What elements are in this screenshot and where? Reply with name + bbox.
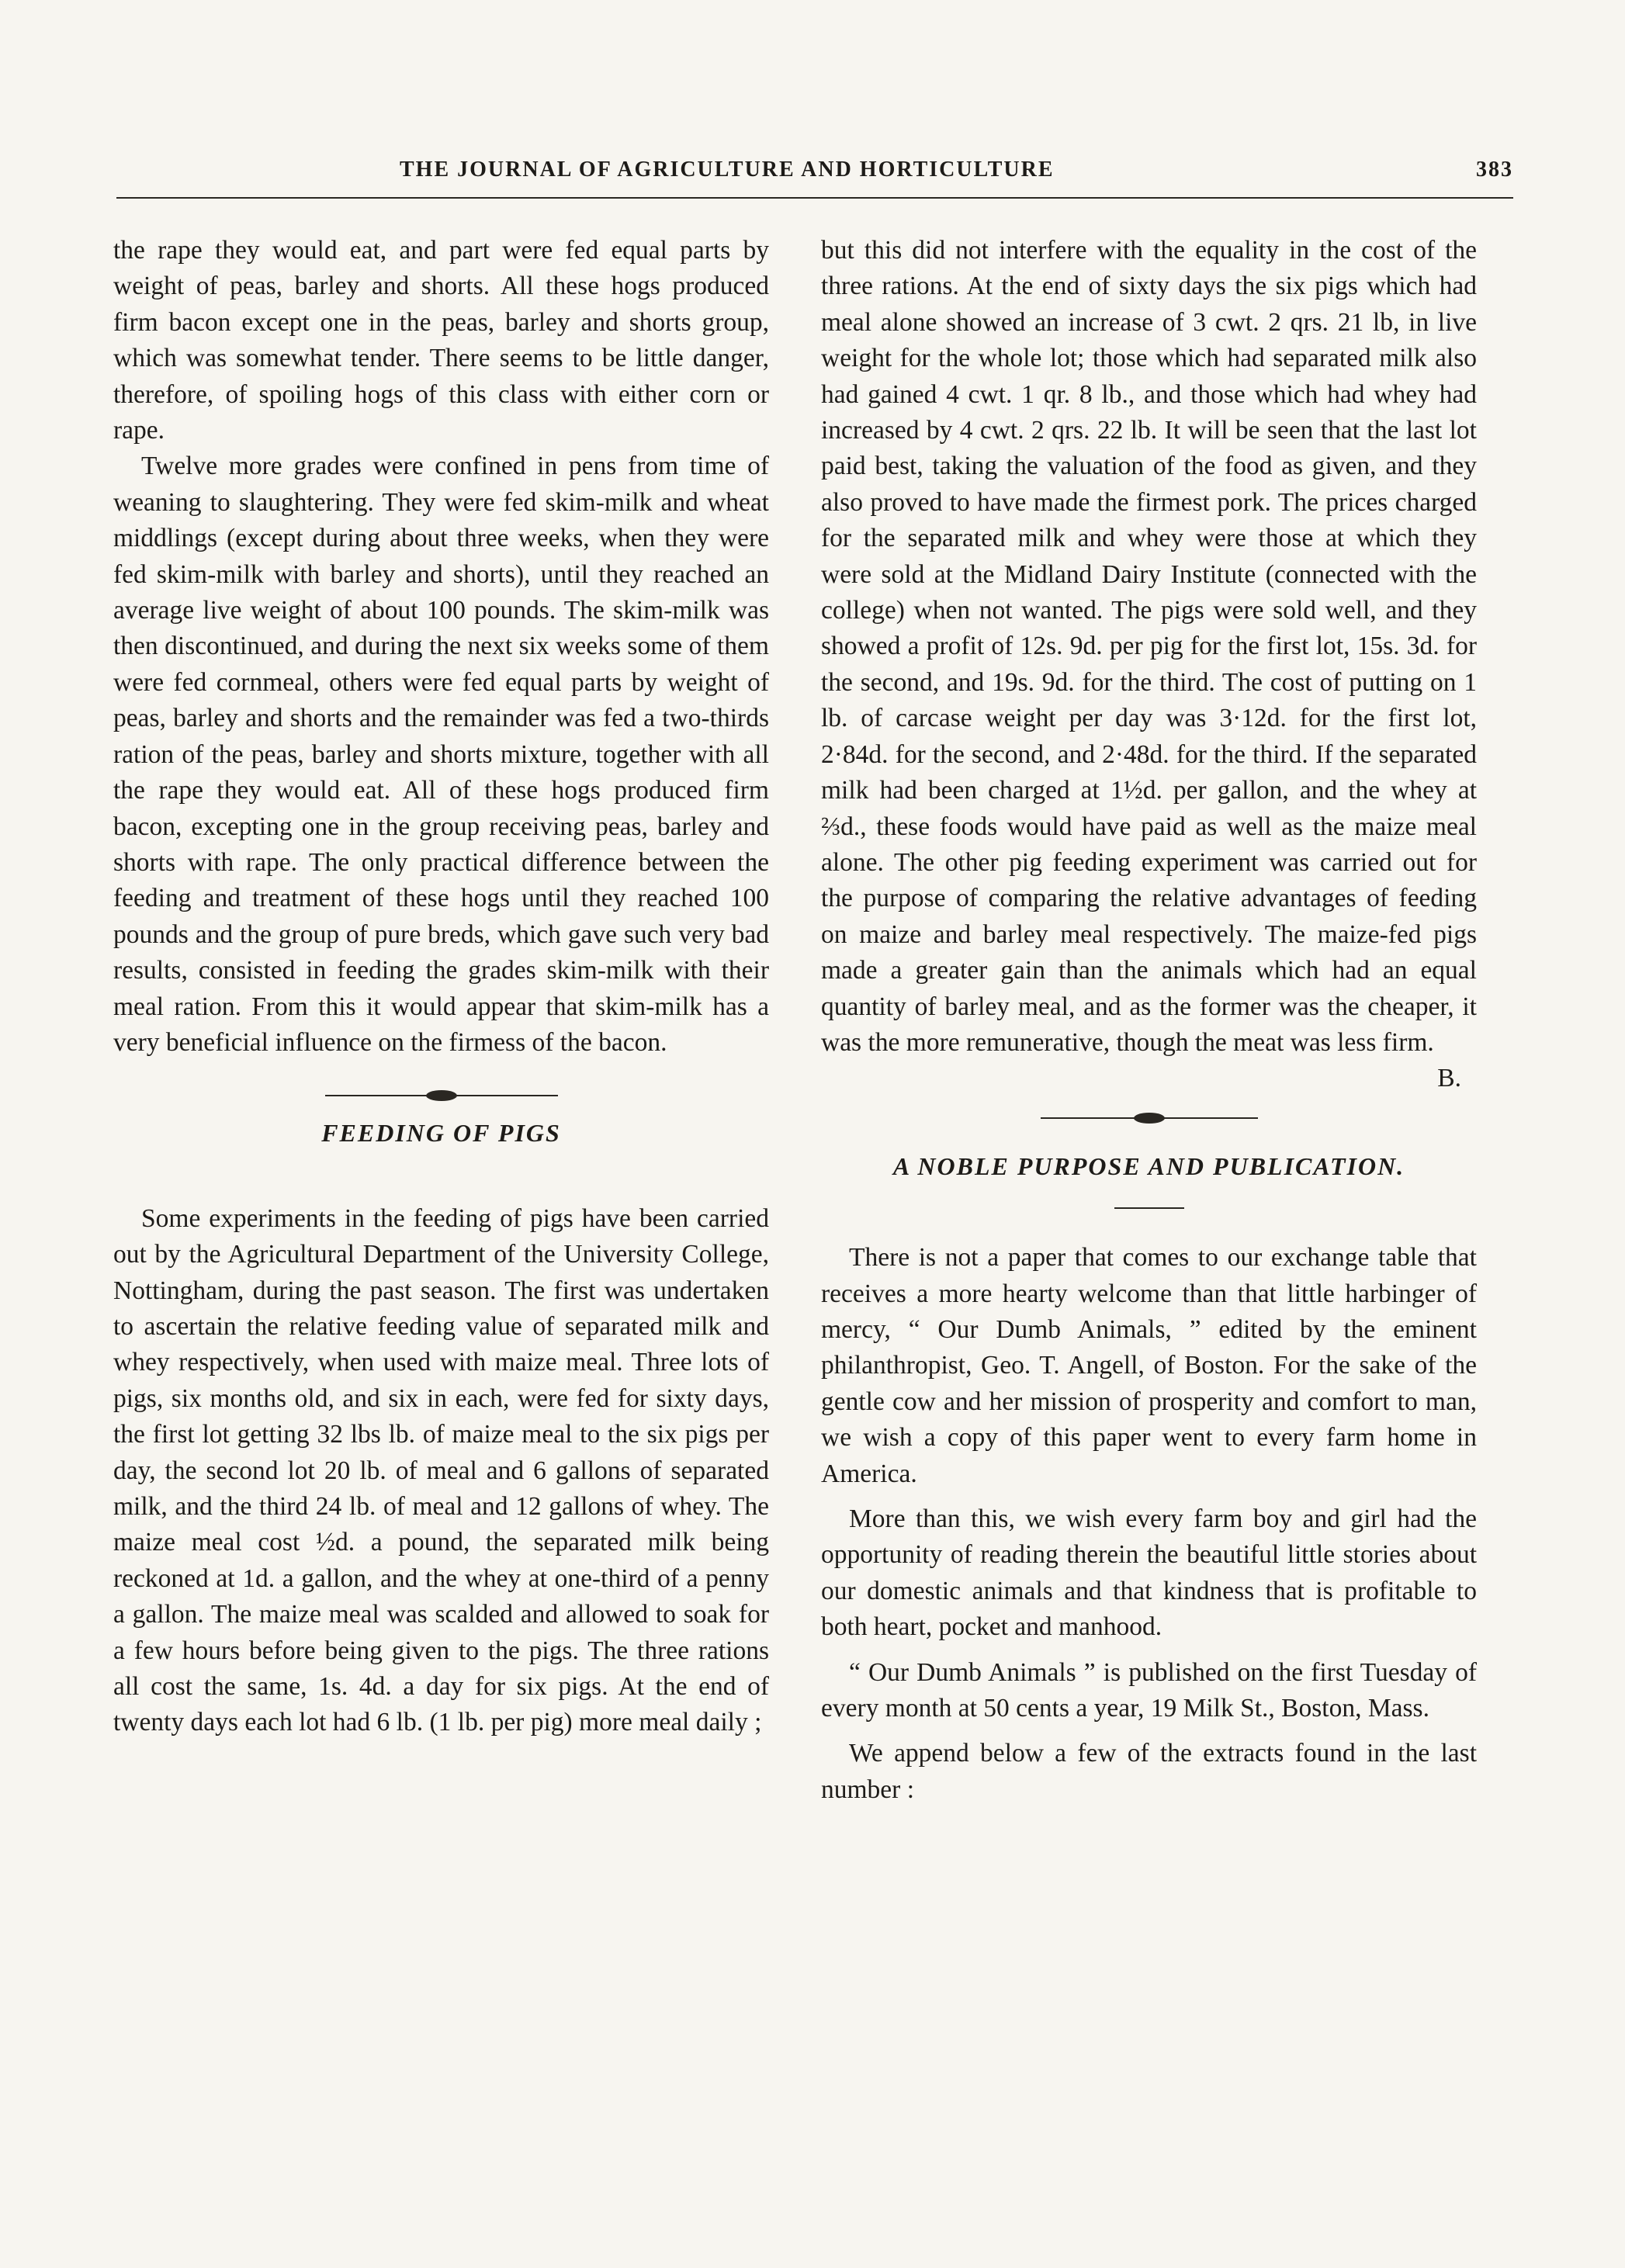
header-rule bbox=[116, 197, 1513, 199]
spacer bbox=[821, 1726, 1477, 1736]
paragraph: “ Our Dumb Animals ” is published on the first Tuesday of every month at 50 cents a year, 19 Milk St., Boston, Mass. bbox=[821, 1657, 1477, 1723]
paragraph: Some experiments in the feeding of pigs have been carried out by the Agricultural Department of the University College, Nottingham, during the past season. The first was undertaken to ascertain the relative feeding value of separated milk and whey respectively, when used with maize meal. Three lots of pigs, six months old, and six in each, were fed for sixty days, the first lot getting 32 lbs lb. of maize meal to the six pigs per day, the second lot 20 lb. of meal and 6 gallons of separated milk, and the third 24 lb. of meal and 12 gallons of whey. The maize meal cost ½d. a pound, the separated milk being reckoned at 1d. a gallon, and the whey at one-third of a penny a gallon. The maize meal was scalded and allowed to soak for a few hours before being given to the pigs. The three rations all cost the same, 1s. 4d. a day for six pigs. At the end of twenty days each lot had 6 lb. (1 lb. per pig) more meal daily ; bbox=[113, 1203, 769, 1737]
left-column bbox=[113, 233, 769, 2219]
journal-title: THE JOURNAL OF AGRICULTURE AND HORTICULTURE bbox=[400, 158, 1055, 182]
running-head bbox=[116, 158, 1513, 189]
paragraph: We append below a few of the extracts found in the last number : bbox=[821, 1739, 1477, 1804]
paragraph: Twelve more grades were confined in pens from time of weaning to slaughtering. They were fed skim-milk and wheat middlings (except during about three weeks, when they were fed skim-milk with barley and shorts), until they reached an average live weight of about 100 pounds. The skim-milk was then discontinued, and during the next six weeks some of them were fed cornmeal, others were fed equal parts by weight of peas, barley and shorts and the remainder was fed a two-thirds ration of the peas, barley and shorts mixture, together with all the rape they would eat. All of these hogs produced firm bacon, excepting one in the group receiving peas, barley and shorts with rape. The only practical difference between the feeding and treatment of these hogs until they reached 100 pounds and the group of pure breds, which gave such very bad results, consisted in feeding the grades skim-milk with their meal ration. From this it would appear that skim-milk has a very beneficial influence on the firmess of the bacon. bbox=[113, 452, 769, 1057]
spacer bbox=[821, 1492, 1477, 1501]
spacer bbox=[821, 1646, 1477, 1655]
paragraph: More than this, we wish every farm boy and girl had the opportunity of reading therein the beautiful little stories about our domestic animals and that kindness that is profitable to both heart, pocket and manhood. bbox=[821, 1504, 1477, 1642]
short-rule bbox=[1114, 1207, 1184, 1209]
ornament-rule bbox=[325, 1095, 558, 1096]
ornament-rule bbox=[1041, 1117, 1258, 1119]
spacer bbox=[113, 1151, 769, 1201]
paragraph: the rape they would eat, and part were fed equal parts by weight of peas, barley and shorts. All these hogs produced firm bacon except one in the peas, barley and shorts group, which was somewhat tender. There seems to be little danger, therefore, of spoiling hogs of this class with either corn or rape. bbox=[113, 236, 769, 445]
author-signature: B. bbox=[1437, 1064, 1461, 1093]
paragraph: There is not a paper that comes to our exchange table that receives a more hearty welcome than that little harbinger of mercy, “ Our Dumb Animals, ” edited by the eminent philanthropist, Geo. T. Angell, of Boston. For the sake of the gentle cow and her mission of prosperity and comfort to man, we wish a copy of this paper went to every farm home in America. bbox=[821, 1243, 1477, 1488]
paragraph: but this did not interfere with the equality in the cost of the three rations. At the end of sixty days the six pigs which had meal alone showed an increase of 3 cwt. 2 qrs. 21 lb, in live weight for the whole lot; those which had separated milk also had gained 4 cwt. 1 qr. 8 lb., and those which had whey had increased by 4 cwt. 2 qrs. 22 lb. It will be seen that the last lot paid best, taking the valuation of the food as given, and they also proved to have made the firmest pork. The prices charged for the separated milk and whey were those at which they were sold at the Midland Dairy Institute (connected with the college) when not wanted. The pigs were sold well, and they showed a profit of 12s. 9d. per pig for the first lot, 15s. 3d. for the second, and 19s. 9d. for the third. The cost of putting on 1 lb. of carcase weight per day was 3·12d. for the first lot, 2·84d. for the second, and 2·48d. for the third. If the separated milk had been charged at 1½d. per gallon, and the whey at ⅔d., these foods would have paid as well as the maize meal alone. The other pig feeding experiment was carried out for the purpose of comparing the relative advantages of feeding on maize and barley meal respectively. The maize-fed pigs made a greater gain than the animals which had an equal quantity of barley meal, and as the former was the cheaper, it was the more remunerative, though the meat was less firm. bbox=[821, 236, 1477, 1057]
section-title-noble-purpose: A NOBLE PURPOSE AND PUBLICATION. bbox=[892, 1151, 1405, 1180]
section-divider bbox=[821, 1097, 1477, 1128]
page-number: 383 bbox=[1476, 158, 1513, 182]
section-title-feeding-of-pigs: FEEDING OF PIGS bbox=[321, 1119, 561, 1148]
right-column bbox=[821, 233, 1477, 2219]
section-divider bbox=[113, 1061, 769, 1115]
